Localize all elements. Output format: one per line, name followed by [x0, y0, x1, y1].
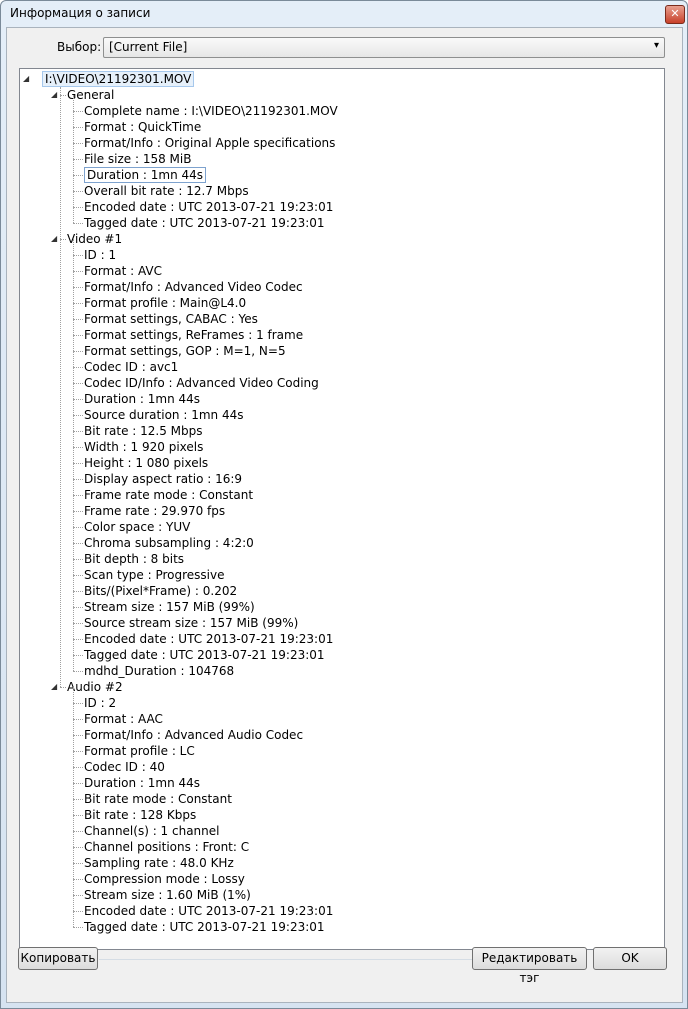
tree-item[interactable]	[84, 407, 243, 423]
tree-item[interactable]	[84, 791, 232, 807]
tree-item[interactable]	[84, 167, 206, 183]
tree-item-label: Chroma subsampling : 4:2:0	[84, 536, 254, 550]
tree-connector	[73, 847, 83, 848]
window-title: Информация о записи	[10, 6, 151, 20]
tree-connector	[73, 463, 83, 464]
tree-root[interactable]	[42, 71, 194, 87]
tree-item[interactable]	[84, 327, 303, 343]
tree-item-label: Sampling rate : 48.0 KHz	[84, 856, 234, 870]
tree-item-label: Display aspect ratio : 16:9	[84, 472, 243, 486]
tree-item[interactable]	[84, 615, 298, 631]
tree-item[interactable]	[84, 439, 203, 455]
tree-item[interactable]	[84, 695, 116, 711]
tree-item[interactable]	[84, 631, 333, 647]
tree-item-label: Codec ID/Info : Advanced Video Coding	[84, 376, 319, 390]
tree-connector	[73, 607, 83, 608]
tree-connector	[73, 751, 83, 752]
tree-item[interactable]	[84, 375, 319, 391]
tree-item[interactable]	[84, 599, 255, 615]
tree-item[interactable]	[84, 823, 220, 839]
tree-connector	[73, 639, 83, 640]
tree-item-label: Height : 1 080 pixels	[84, 456, 209, 470]
chevron-down-icon: ▾	[653, 40, 659, 51]
tree-connector	[73, 655, 83, 656]
tree-connector	[73, 143, 83, 144]
tree-item-label: Format/Info : Advanced Video Codec	[84, 280, 303, 294]
tree-connector	[73, 735, 83, 736]
tree-connector	[60, 687, 66, 688]
tree-item[interactable]	[84, 199, 333, 215]
tree-item-label: Format/Info : Original Apple specifications	[84, 136, 336, 150]
tree-connector	[73, 159, 83, 160]
tree-connector	[73, 207, 83, 208]
tree-connector	[73, 351, 83, 352]
tree-item-label: Width : 1 920 pixels	[84, 440, 204, 454]
tree-item-label: Tagged date : UTC 2013-07-21 19:23:01	[84, 216, 325, 230]
tree-connector	[73, 191, 83, 192]
tree-item-label: ID : 2	[84, 696, 117, 710]
tree-connector	[73, 479, 83, 480]
tree-connector	[73, 815, 83, 816]
ok-button[interactable]: OK	[593, 947, 667, 970]
tree-item[interactable]	[84, 103, 338, 119]
tree-section[interactable]: Audio #2	[67, 680, 123, 694]
tree-item[interactable]	[84, 663, 234, 679]
tree-connector	[73, 767, 83, 768]
tree-item-label: Duration : 1mn 44s	[84, 776, 201, 790]
tree-item-label: Stream size : 1.60 MiB (1%)	[84, 888, 251, 902]
tree-item-label: Channel(s) : 1 channel	[84, 824, 220, 838]
tree-item-label: Format settings, CABAC : Yes	[84, 312, 258, 326]
tree-item[interactable]	[84, 711, 163, 727]
tree-connector	[73, 511, 83, 512]
tree-connector	[73, 703, 83, 704]
info-tree[interactable]	[19, 68, 665, 950]
tree-item-label: Format profile : LC	[84, 744, 195, 758]
tree-connector	[73, 575, 83, 576]
selector-label: Выбор:	[57, 40, 102, 54]
tree-connector	[73, 95, 74, 223]
tree-item[interactable]	[84, 151, 191, 167]
tree-item[interactable]	[84, 855, 234, 871]
tree-item[interactable]	[84, 263, 162, 279]
tree-item-label: Overall bit rate : 12.7 Mbps	[84, 184, 249, 198]
tree-item[interactable]	[84, 311, 258, 327]
tree-item[interactable]	[84, 119, 201, 135]
tree-item-label: Bit rate mode : Constant	[84, 792, 232, 806]
collapse-icon[interactable]: ◢	[51, 234, 58, 243]
tree-connector	[73, 831, 83, 832]
tree-item-label: Format/Info : Advanced Audio Codec	[84, 728, 304, 742]
tree-item[interactable]	[84, 727, 303, 743]
tree-item[interactable]	[84, 743, 195, 759]
tree-item[interactable]	[84, 567, 225, 583]
tree-item[interactable]	[84, 359, 178, 375]
tree-connector	[73, 383, 83, 384]
tree-item-label: Duration : 1mn 44s	[84, 167, 206, 183]
tree-root-label: I:\VIDEO\21192301.MOV	[42, 71, 194, 87]
tree-item[interactable]	[84, 295, 246, 311]
tree-item[interactable]	[84, 135, 335, 151]
tree-item[interactable]	[84, 519, 190, 535]
tree-item-label: Bit depth : 8 bits	[84, 552, 185, 566]
tree-item-label: Codec ID : avc1	[84, 360, 179, 374]
tree-item-label: Source duration : 1mn 44s	[84, 408, 244, 422]
tree-connector	[73, 783, 83, 784]
tree-connector	[73, 927, 83, 928]
tree-connector	[73, 111, 83, 112]
tree-item[interactable]	[84, 455, 208, 471]
tree-item-label: Duration : 1mn 44s	[84, 392, 201, 406]
tree-item-label: Codec ID : 40	[84, 760, 165, 774]
tree-connector	[73, 447, 83, 448]
tree-connector	[73, 623, 83, 624]
selector-value: [Current File]	[109, 40, 188, 54]
tree-item[interactable]	[84, 759, 165, 775]
tree-item-label: Tagged date : UTC 2013-07-21 19:23:01	[84, 920, 325, 934]
tree-connector	[73, 239, 74, 671]
tree-item[interactable]	[84, 183, 249, 199]
tree-item-label: ID : 1	[84, 248, 117, 262]
tree-item[interactable]	[84, 903, 333, 919]
tree-connector	[73, 303, 83, 304]
tree-connector	[73, 895, 83, 896]
tree-item-label: Channel positions : Front: C	[84, 840, 250, 854]
tree-item[interactable]	[84, 343, 286, 359]
tree-item[interactable]	[84, 871, 245, 887]
tree-connector	[73, 879, 83, 880]
tree-item[interactable]	[84, 423, 203, 439]
tree-item[interactable]	[84, 471, 242, 487]
tree-item-label: Format : QuickTime	[84, 120, 202, 134]
tree-connector	[73, 799, 83, 800]
tree-item[interactable]	[84, 839, 249, 855]
tree-item[interactable]	[84, 807, 196, 823]
tree-item-label: Frame rate mode : Constant	[84, 488, 254, 502]
tree-item[interactable]	[84, 887, 251, 903]
tree-item[interactable]	[84, 535, 254, 551]
tree-item[interactable]	[84, 647, 325, 663]
tree-connector	[73, 127, 83, 128]
tree-item-label: Bits/(Pixel*Frame) : 0.202	[84, 584, 238, 598]
tree-connector	[73, 223, 83, 224]
tree-connector	[73, 319, 83, 320]
tree-item[interactable]	[84, 503, 225, 519]
tree-connector	[73, 415, 83, 416]
tree-item[interactable]	[84, 919, 325, 935]
tree-item-label: Frame rate : 29.970 fps	[84, 504, 226, 518]
tree-item-label: File size : 158 MiB	[84, 152, 192, 166]
tree-item-label: Format : AVC	[84, 264, 162, 278]
tree-item-label: Encoded date : UTC 2013-07-21 19:23:01	[84, 200, 334, 214]
tree-connector	[73, 911, 83, 912]
tree-section[interactable]: General	[67, 88, 115, 102]
dialog-client	[6, 27, 683, 1003]
tree-item-label: Compression mode : Lossy	[84, 872, 245, 886]
tree-item[interactable]	[84, 551, 184, 567]
tree-item-label: Source stream size : 157 MiB (99%)	[84, 616, 299, 630]
tree-connector	[73, 863, 83, 864]
tree-item-label: Encoded date : UTC 2013-07-21 19:23:01	[84, 632, 334, 646]
tree-item-label: Tagged date : UTC 2013-07-21 19:23:01	[84, 648, 325, 662]
selector-dropdown[interactable]	[103, 37, 665, 58]
divider	[99, 959, 475, 960]
tree-connector	[73, 559, 83, 560]
tree-item-label: Encoded date : UTC 2013-07-21 19:23:01	[84, 904, 334, 918]
tree-connector	[73, 367, 83, 368]
tree-item[interactable]	[84, 487, 253, 503]
tree-item[interactable]	[84, 279, 303, 295]
tree-connector	[73, 175, 83, 176]
tree-item-label: Format settings, GOP : M=1, N=5	[84, 344, 286, 358]
tree-item-label: Format : AAC	[84, 712, 163, 726]
tree-connector	[73, 271, 83, 272]
tree-item-label: Scan type : Progressive	[84, 568, 225, 582]
tree-connector	[73, 495, 83, 496]
tree-connector	[60, 87, 61, 687]
tree-item-label: Format profile : Main@L4.0	[84, 296, 247, 310]
tree-connector	[73, 671, 83, 672]
close-button[interactable]	[665, 5, 685, 24]
tree-item[interactable]	[84, 247, 116, 263]
edit-tag-button[interactable]: Редактировать тэг	[472, 947, 587, 970]
tree-item[interactable]	[84, 215, 325, 231]
tree-connector	[73, 255, 83, 256]
tree-connector	[73, 431, 83, 432]
tree-connector	[73, 591, 83, 592]
tree-connector	[73, 399, 83, 400]
tree-item-label: Complete name : I:\VIDEO\21192301.MOV	[84, 104, 338, 118]
tree-connector	[73, 287, 83, 288]
tree-item-label: Bit rate : 12.5 Mbps	[84, 424, 203, 438]
tree-item-label: mdhd_Duration : 104768	[84, 664, 235, 678]
collapse-icon[interactable]: ◢	[51, 682, 58, 691]
tree-connector	[73, 687, 74, 927]
tree-item[interactable]	[84, 391, 200, 407]
tree-connector	[73, 335, 83, 336]
collapse-icon[interactable]: ◢	[51, 90, 58, 99]
tree-item-label: Color space : YUV	[84, 520, 191, 534]
title-bar[interactable]	[1, 1, 687, 27]
tree-item[interactable]	[84, 583, 237, 599]
copy-button[interactable]: Копировать	[18, 947, 98, 970]
close-icon: ✕	[670, 7, 680, 20]
tree-connector	[73, 527, 83, 528]
tree-section[interactable]: Video #1	[67, 232, 123, 246]
tree-item[interactable]	[84, 775, 200, 791]
collapse-icon[interactable]: ◢	[23, 74, 30, 83]
tree-item-label: Stream size : 157 MiB (99%)	[84, 600, 255, 614]
tree-item-label: Format settings, ReFrames : 1 frame	[84, 328, 304, 342]
tree-connector	[73, 543, 83, 544]
tree-connector	[73, 719, 83, 720]
tree-item-label: Bit rate : 128 Kbps	[84, 808, 197, 822]
